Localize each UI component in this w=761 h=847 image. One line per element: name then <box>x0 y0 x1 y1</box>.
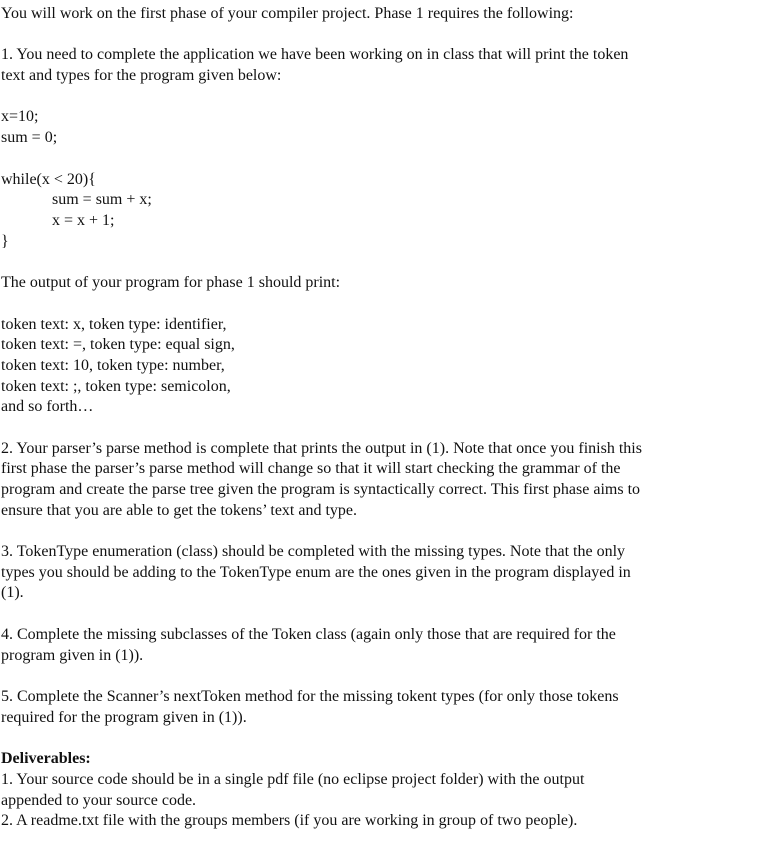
program-line-5: x = x + 1; <box>52 212 115 229</box>
program-line-6: } <box>1 233 9 250</box>
deliverables-line: 1. Your source code should be in a single pdf file (no eclipse project folder) with the output <box>1 771 585 788</box>
deliverables-line: appended to your source code. <box>1 792 197 809</box>
item3-line: 3. TokenType enumeration (class) should be completed with the missing types. Note that the only <box>1 543 626 560</box>
item4-line: program given in (1)). <box>1 647 144 664</box>
output-line: token text: ;, token type: semicolon, <box>1 378 231 395</box>
program-line-2: sum = 0; <box>1 129 58 146</box>
intro-paragraph: You will work on the first phase of your compiler project. Phase 1 requires the following: <box>1 5 574 22</box>
item3-line: (1). <box>1 584 24 601</box>
item2-line: first phase the parser’s parse method will change so that it will start checking the grammar of the <box>1 460 621 477</box>
item4-line: 4. Complete the missing subclasses of the Token class (again only those that are required for the <box>1 626 616 643</box>
program-line-4: sum = sum + x; <box>52 191 152 208</box>
item2-line: ensure that you are able to get the tokens’ text and type. <box>1 502 358 519</box>
item2-line: 2. Your parser’s parse method is complete that prints the output in (1). Note that once you finish this <box>1 440 642 457</box>
item5-line: 5. Complete the Scanner’s nextToken method for the missing tokent types (for only those tokens <box>1 688 619 705</box>
item3-line: types you should be adding to the TokenType enum are the ones given in the program displayed in <box>1 564 631 581</box>
program-line-3: while(x < 20){ <box>1 171 96 188</box>
deliverables-line: 2. A readme.txt file with the groups members (if you are working in group of two people). <box>1 812 578 829</box>
program-line-1: x=10; <box>1 108 39 125</box>
item1-line2: text and types for the program given below: <box>1 67 282 84</box>
output-line: token text: =, token type: equal sign, <box>1 336 235 353</box>
output-line: token text: 10, token type: number, <box>1 357 225 374</box>
item1-line1: 1. You need to complete the application we have been working on in class that will print the token <box>1 46 629 63</box>
deliverables-heading: Deliverables: <box>1 750 91 767</box>
item2-line: program and create the parse tree given the program is syntactically correct. This first phase aims to <box>1 481 641 498</box>
output-line: and so forth… <box>1 398 94 415</box>
item5-line: required for the program given in (1)). <box>1 709 247 726</box>
output-line: token text: x, token type: identifier, <box>1 316 227 333</box>
output-intro: The output of your program for phase 1 should print: <box>1 274 341 291</box>
